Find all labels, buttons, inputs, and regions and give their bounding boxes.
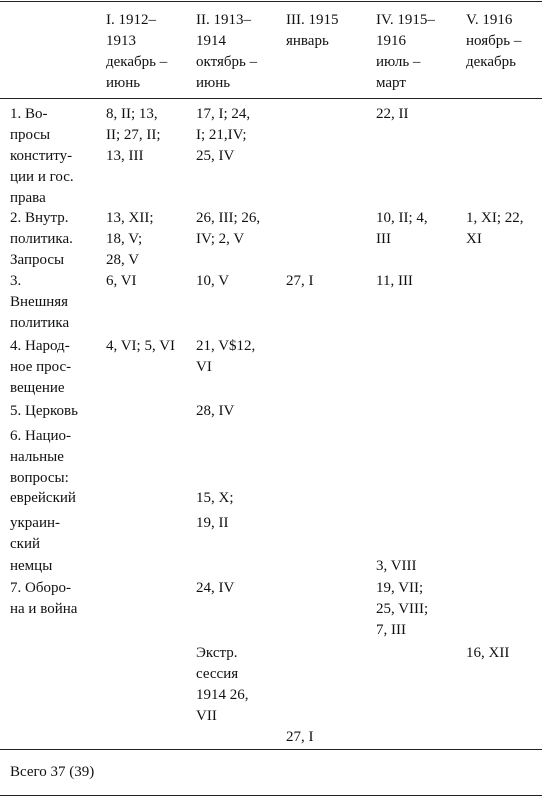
row-label: 4. Народ- ное прос- вещение [10,338,72,396]
total-row: Всего 37 (39) [10,764,95,780]
header-col-4: IV. 1915– 1916 июль – март [376,12,435,91]
row-cell: 21, V$12, VI [196,338,256,375]
row-cell: Экстр. сессия 1914 26, VII [196,645,249,724]
row-label: 2. Внутр. политика. Запросы [10,210,73,268]
row-cell: 24, IV [196,580,235,596]
row-cell: 10, II; 4, III [376,210,428,247]
row-label: еврейский [10,490,76,506]
table-bottom-rule [0,749,542,750]
row-label: 6. Нацио- нальные вопросы: [10,428,72,486]
row-label: 1. Во- просы конститу- ции и гос. права [10,106,74,206]
total-bottom-rule [0,795,542,796]
row-cell: 11, III [376,273,413,289]
row-cell: 28, IV [196,403,235,419]
row-cell: 13, XII; 18, V; 28, V [106,210,154,268]
row-cell: 27, I [286,273,314,289]
header-col-1: I. 1912– 1913 декабрь – июнь [106,12,168,91]
header-col-2: II. 1913– 1914 октябрь – июнь [196,12,258,91]
row-cell: 16, XII [466,645,510,661]
row-label: 7. Оборо- на и война [10,580,78,617]
row-cell: 27, I [286,729,314,745]
row-label: 3. Внешняя политика [10,273,70,331]
row-cell: 17, I; 24, I; 21,IV; 25, IV [196,106,251,164]
row-cell: 22, II [376,106,409,122]
row-cell: 19, VII; 25, VIII; 7, III [376,580,429,638]
row-cell: 26, III; 26, IV; 2, V [196,210,261,247]
header-rule [0,98,542,99]
header-col-3: III. 1915 январь [286,12,339,49]
row-cell: 3, VIII [376,558,417,574]
row-label: немцы [10,558,53,574]
row-label: 5. Церковь [10,403,78,419]
row-cell: 10, V [196,273,230,289]
row-cell: 8, II; 13, II; 27, II; 13, III [106,106,161,164]
row-cell: 1, XI; 22, XI [466,210,524,247]
header-col-5: V. 1916 ноябрь – декабрь [466,12,522,70]
row-label: украин- ский [10,515,60,552]
row-cell: 4, VI; 5, VI [106,338,176,354]
table-top-rule [0,1,542,2]
row-cell: 6, VI [106,273,137,289]
row-cell: 19, II [196,515,229,531]
row-cell: 15, X; [196,490,234,506]
